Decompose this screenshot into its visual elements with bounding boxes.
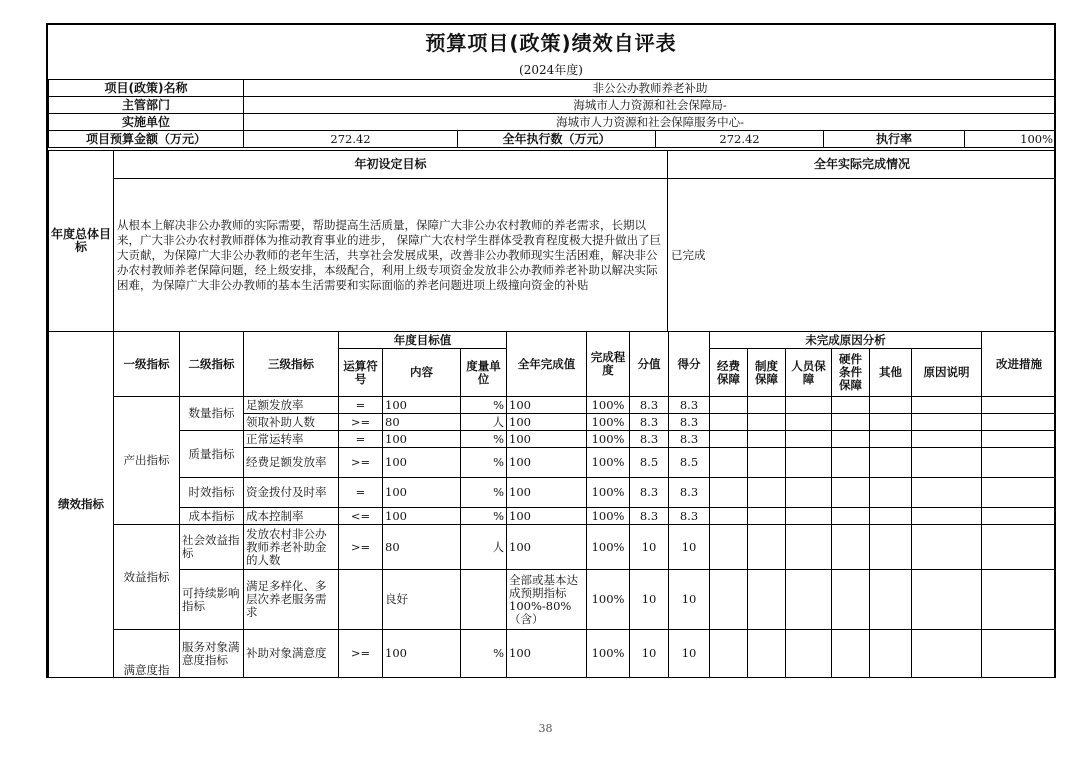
- score-cell: 10: [669, 630, 710, 678]
- operator-cell: >=: [339, 414, 383, 431]
- content-cell: 80: [383, 414, 461, 431]
- dept-label: 主管部门: [49, 97, 244, 114]
- budget-label: 项目预算金额（万元）: [49, 131, 244, 148]
- score-value-cell: 8.3: [630, 508, 669, 525]
- unit-cell: %: [461, 508, 507, 525]
- level1-satisfaction: 满意度指: [114, 630, 180, 678]
- score-cell: 8.3: [669, 508, 710, 525]
- table-row: [49, 397, 1057, 414]
- score-value-cell: 8.5: [630, 448, 669, 478]
- col-level3: 三级指标: [244, 332, 339, 397]
- score-value-cell: 8.3: [630, 414, 669, 431]
- score-cell: 8.3: [669, 431, 710, 448]
- done-cell: 100: [507, 525, 587, 570]
- completion-cell: 100%: [587, 397, 630, 414]
- operator-cell: >=: [339, 448, 383, 478]
- project-name-value: 非公公办教师养老补助: [244, 80, 1057, 97]
- table-row: [49, 478, 1057, 508]
- goals-section-label: 年度总体目标: [49, 151, 114, 332]
- completion-cell: 100%: [587, 570, 630, 630]
- done-cell: 100: [507, 414, 587, 431]
- table-row: [49, 508, 1057, 525]
- level1-benefit: 效益指标: [114, 525, 180, 630]
- col-annual-done: 全年完成值: [507, 332, 587, 397]
- level3-cell: 发放农村非公办教师养老补助金的人数: [244, 525, 339, 570]
- score-cell: 8.3: [669, 397, 710, 414]
- content-cell: 良好: [383, 570, 461, 630]
- col-improve: 改进措施: [982, 332, 1056, 397]
- content-cell: 100: [383, 478, 461, 508]
- level3-cell: 正常运转率: [244, 431, 339, 448]
- project-name-label: 项目(政策)名称: [49, 80, 244, 97]
- level2-timeliness: 时效指标: [180, 478, 244, 508]
- completion-cell: 100%: [587, 448, 630, 478]
- table-row: [49, 630, 1057, 678]
- annual-goals-table: [48, 150, 1056, 332]
- level1-output: 产出指标: [114, 397, 180, 525]
- performance-table: [48, 331, 1056, 678]
- done-cell: 全部或基本达成预期指标100%-80%（含）: [507, 570, 587, 630]
- operator-cell: [339, 570, 383, 630]
- level3-cell: 领取补助人数: [244, 414, 339, 431]
- unit-cell: [461, 570, 507, 630]
- done-cell: 100: [507, 630, 587, 678]
- completion-cell: 100%: [587, 630, 630, 678]
- level2-quality: 质量指标: [180, 431, 244, 478]
- col-operator: 运算符号: [339, 349, 383, 397]
- score-cell: 10: [669, 525, 710, 570]
- rate-value: 100%: [965, 131, 1057, 148]
- year-label: (2024年度): [519, 63, 583, 77]
- content-cell: 80: [383, 525, 461, 570]
- unit-cell: 人: [461, 525, 507, 570]
- completion-cell: 100%: [587, 431, 630, 448]
- done-cell: 100: [507, 397, 587, 414]
- unit-cell: %: [461, 448, 507, 478]
- col-level1: 一级指标: [114, 332, 180, 397]
- content-cell: 100: [383, 630, 461, 678]
- level3-cell: 经费足额发放率: [244, 448, 339, 478]
- operator-cell: =: [339, 431, 383, 448]
- table-row: [49, 431, 1057, 448]
- col-score: 得分: [669, 332, 710, 397]
- score-cell: 10: [669, 570, 710, 630]
- col-annual-target: 年度目标值: [339, 332, 507, 349]
- budget-value: 272.42: [244, 131, 458, 148]
- level2-social: 社会效益指标: [180, 525, 244, 570]
- operator-cell: =: [339, 478, 383, 508]
- col-r-staff: 人员保障: [786, 349, 832, 397]
- col-r-other: 其他: [870, 349, 912, 397]
- table-row: [49, 570, 1057, 630]
- col-content: 内容: [383, 349, 461, 397]
- exec-label: 全年执行数（万元）: [458, 131, 656, 148]
- completion-cell: 100%: [587, 478, 630, 508]
- operator-cell: =: [339, 397, 383, 414]
- dept-value: 海城市人力资源和社会保障局-: [244, 97, 1057, 114]
- content-cell: 100: [383, 397, 461, 414]
- col-reasons: 未完成原因分析: [710, 332, 982, 349]
- operator-cell: >=: [339, 630, 383, 678]
- score-value-cell: 10: [630, 570, 669, 630]
- score-value-cell: 10: [630, 525, 669, 570]
- level3-cell: 成本控制率: [244, 508, 339, 525]
- operator-cell: >=: [339, 525, 383, 570]
- done-cell: 100: [507, 508, 587, 525]
- goals-set-text: 从根本上解决非公办教师的实际需要，帮助提高生活质量，保障广大非公办农村教师的养老需求，长期以来，广大非公办农村教师群体为推动教育事业的进步， 保障广大农村学生群体受教育程度极大提升做出了巨大贡献，为保障广大非公办教师的老年生活，共享社会发展成果，改善非公办教师现实生活困难，解决非公办农村教师养老保障问题，经上级安排，本级配合，利用上级专项资金发放非公办教师养老补助以解决实际困难，为保障广大非公办教师的基本生活需要和实际面临的养老问题进项上级撞向资金的补贴: [114, 179, 668, 332]
- rate-label: 执行率: [824, 131, 965, 148]
- done-cell: 100: [507, 478, 587, 508]
- operator-cell: <=: [339, 508, 383, 525]
- unit-cell: %: [461, 478, 507, 508]
- completion-cell: 100%: [587, 414, 630, 431]
- completion-cell: 100%: [587, 508, 630, 525]
- completion-cell: 100%: [587, 525, 630, 570]
- goals-set-header: 年初设定目标: [114, 151, 668, 179]
- col-r-system: 制度保障: [748, 349, 786, 397]
- perf-section-label: 绩效指标: [49, 332, 114, 678]
- done-cell: 100: [507, 448, 587, 478]
- score-cell: 8.3: [669, 414, 710, 431]
- level2-service: 服务对象满意度指标: [180, 630, 244, 678]
- page-title: 预算项目(政策)绩效自评表: [425, 31, 677, 55]
- level2-cost: 成本指标: [180, 508, 244, 525]
- project-info-table: [48, 79, 1056, 148]
- col-r-note: 原因说明: [912, 349, 982, 397]
- level3-cell: 足额发放率: [244, 397, 339, 414]
- col-completion: 完成程度: [587, 332, 630, 397]
- impl-label: 实施单位: [49, 114, 244, 131]
- table-row: [49, 525, 1057, 570]
- col-unit: 度量单位: [461, 349, 507, 397]
- unit-cell: %: [461, 397, 507, 414]
- level2-sustain: 可持续影响指标: [180, 570, 244, 630]
- impl-value: 海城市人力资源和社会保障服务中心-: [244, 114, 1057, 131]
- col-r-funding: 经费保障: [710, 349, 748, 397]
- level3-cell: 满足多样化、多层次养老服务需求: [244, 570, 339, 630]
- unit-cell: %: [461, 431, 507, 448]
- score-value-cell: 8.3: [630, 431, 669, 448]
- col-level2: 二级指标: [180, 332, 244, 397]
- level2-quantity: 数量指标: [180, 397, 244, 431]
- exec-value: 272.42: [656, 131, 824, 148]
- content-cell: 100: [383, 448, 461, 478]
- score-cell: 8.3: [669, 478, 710, 508]
- score-value-cell: 8.3: [630, 478, 669, 508]
- level3-cell: 资金拨付及时率: [244, 478, 339, 508]
- goals-actual-text: 已完成: [668, 179, 1057, 332]
- page-number: 38: [538, 722, 553, 735]
- unit-cell: %: [461, 630, 507, 678]
- level3-cell: 补助对象满意度: [244, 630, 339, 678]
- score-cell: 8.5: [669, 448, 710, 478]
- evaluation-form: [46, 23, 1056, 678]
- col-r-hardware: 硬件条件保障: [832, 349, 870, 397]
- content-cell: 100: [383, 508, 461, 525]
- content-cell: 100: [383, 431, 461, 448]
- unit-cell: 人: [461, 414, 507, 431]
- done-cell: 100: [507, 431, 587, 448]
- goals-actual-header: 全年实际完成情况: [668, 151, 1057, 179]
- col-score-value: 分值: [630, 332, 669, 397]
- score-value-cell: 8.3: [630, 397, 669, 414]
- score-value-cell: 10: [630, 630, 669, 678]
